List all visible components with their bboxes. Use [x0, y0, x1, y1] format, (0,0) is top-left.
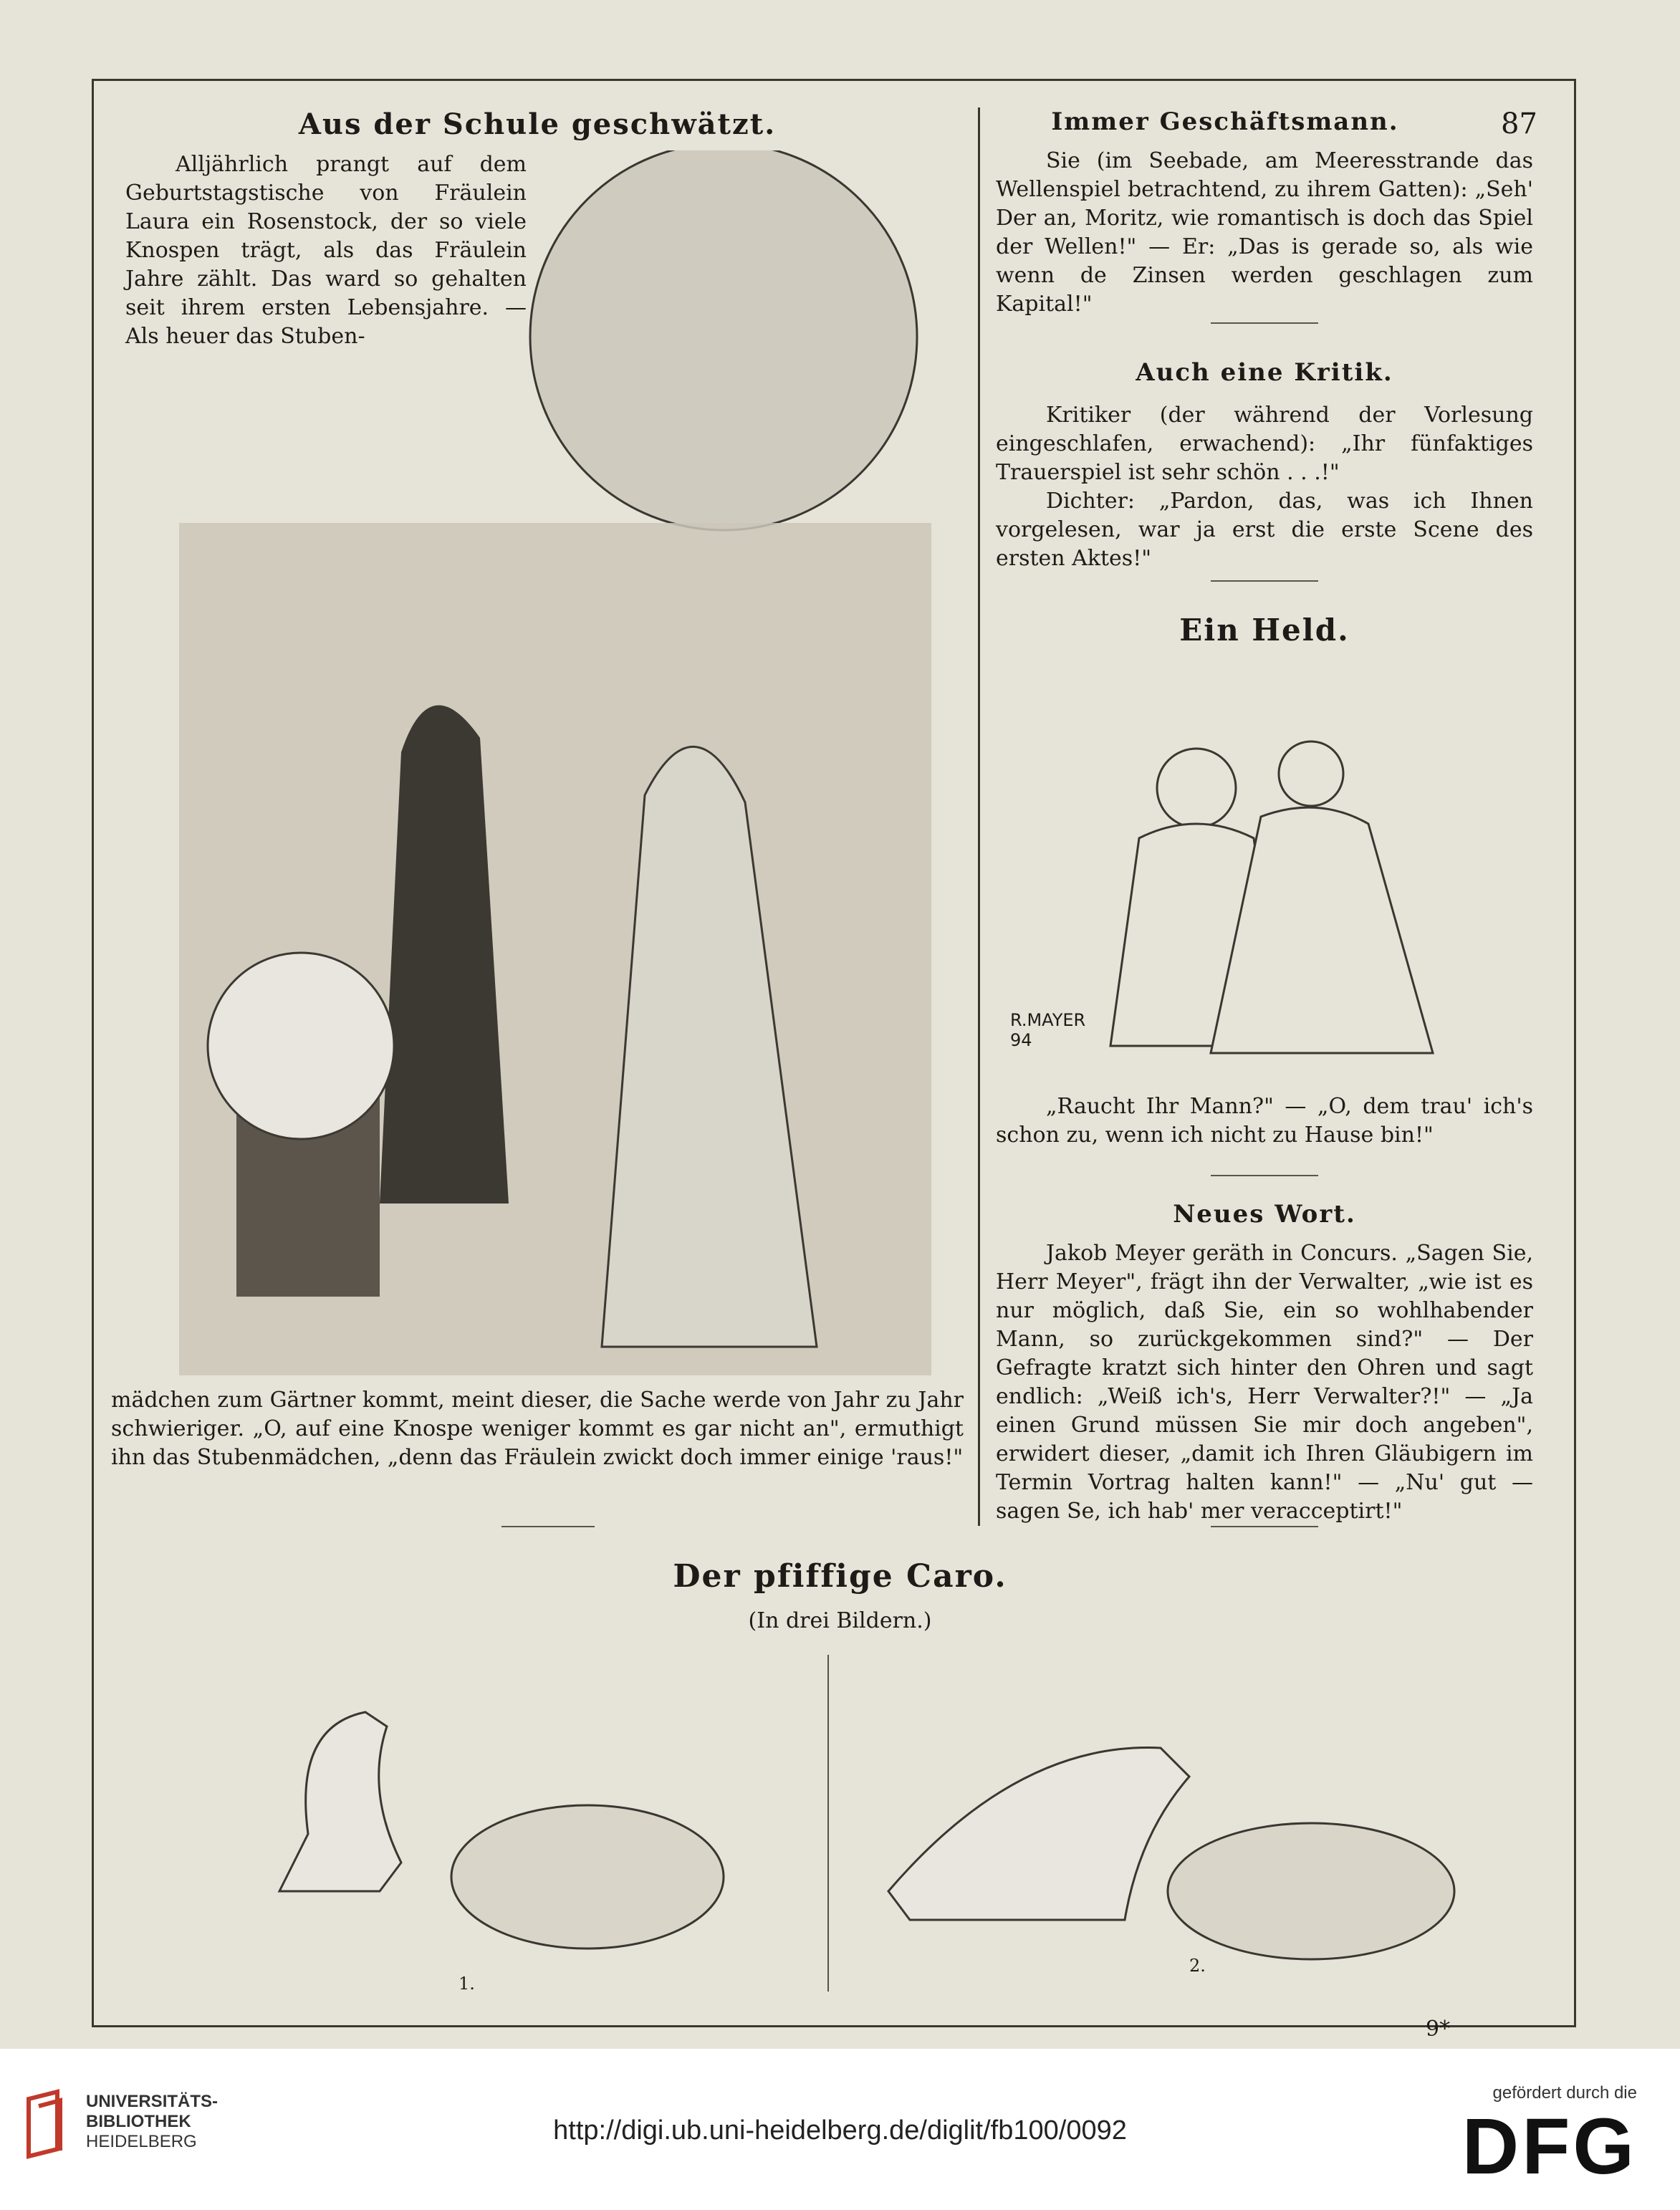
flower-seller-illustration: [150, 150, 939, 1375]
separator-1: [1211, 322, 1318, 324]
footer-bar: [0, 2049, 1680, 2210]
separator-right-bottom: [1211, 1526, 1318, 1527]
left-article-paragraph-bottom: mädchen zum Gärtner kommt, meint dieser, die Sache werde von Jahr zu Jahr schwieriger. „O, auf eine Knospe weniger kommt es gar nicht an", ermuthigt ihn das Stubenmädchen, „denn das Fräulein zwickt doch immer einige 'raus!": [111, 1388, 964, 1470]
article-neues-wort-title: Neues Wort.: [1173, 1200, 1356, 1229]
bottom-section-title: Der pfiffige Caro.: [673, 1558, 1007, 1595]
separator-2: [1211, 580, 1318, 582]
separator-left-bottom: [501, 1526, 595, 1527]
separator-3: [1211, 1175, 1318, 1176]
column-divider: [978, 107, 980, 1526]
article-kritik-title: Auch eine Kritik.: [1136, 358, 1393, 387]
page-signature: 9*: [1426, 2017, 1451, 2042]
dog-panel-2: [867, 1662, 1512, 1970]
left-article-title: Aus der Schule geschwätzt.: [298, 107, 777, 141]
institution-name: UNIVERSITÄTS- BIBLIOTHEK HEIDELBERG: [86, 2092, 219, 2151]
article-immer-geschaeftsmann-text: Sie (im Seebade, am Meeresstrande das Wellenspiel betrachtend, zu ihrem Gatten): „Seh' Der an, Moritz, wie romantisch is doch das Spiel der Wellen!" — Er: „Das is gerade so, als wie wenn de Zinsen werden geschlagen zum Kapital!": [996, 148, 1533, 317]
dog-panel-1-caption: 1.: [459, 1974, 475, 1994]
left-article-paragraph-top: Alljährlich prangt auf dem Geburtstagstische von Fräulein Laura ein Rosenstock, der so viele Knospen trägt, als das Fräulein Jahre zählt. Das ward so gehalten seit ihrem ersten Lebensjahre. — Als heuer das Stuben-: [125, 152, 527, 349]
dog-panel-2-caption: 2.: [1189, 1956, 1206, 1976]
article-immer-geschaeftsmann-title: Immer Geschäftsmann.: [1051, 107, 1399, 136]
page-number: 87: [1501, 107, 1537, 140]
funding-label: gefördert durch die: [1492, 2083, 1637, 2103]
article-kritik-text: Kritiker (der während der Vorlesung eingeschlafen, erwachend): „Ihr fünfaktiges Trauerspiel ist sehr schön . . .!" Dichter: „Pardon, das, was ich Ihnen vorgelesen, war ja erst die erste Scene des ersten Aktes!": [996, 403, 1533, 571]
cartoon-signature: R.MAYER 94: [1010, 1010, 1086, 1050]
article-ein-held-text: „Raucht Ihr Mann?" — „O, dem trau' ich's schon zu, wenn ich nicht zu Hause bin!": [996, 1094, 1533, 1148]
digitization-url-link[interactable]: http://digi.ub.uni-heidelberg.de/diglit/fb100/0092: [553, 2115, 1127, 2146]
article-ein-held-title: Ein Held.: [1179, 612, 1350, 648]
bottom-section-subtitle: (In drei Bildern.): [748, 1608, 932, 1633]
panel-divider: [827, 1655, 829, 1992]
dfg-logo: DFG: [1461, 2103, 1637, 2191]
dog-panel-1: [179, 1662, 752, 1970]
article-neues-wort-text: Jakob Meyer geräth in Concurs. „Sagen Sie, Herr Meyer", frägt ihn der Verwalter, „wie ist es nur möglich, daß Sie, ein so wohlhabender Mann, so zurückgekommen sind?" — Der Gefragte kratzt sich hinter den Ohren und sagt endlich: „Weiß ich's, Herr Verwalter?!" — „Ja einen Grund müssen Sie mir doch angeben", erwidert dieser, „damit ich Ihren Gläubigern im Termin Vortrag halten kann!" — „Nu' gut — sagen Se, ich hab' mer veracceptirt!": [996, 1241, 1533, 1524]
